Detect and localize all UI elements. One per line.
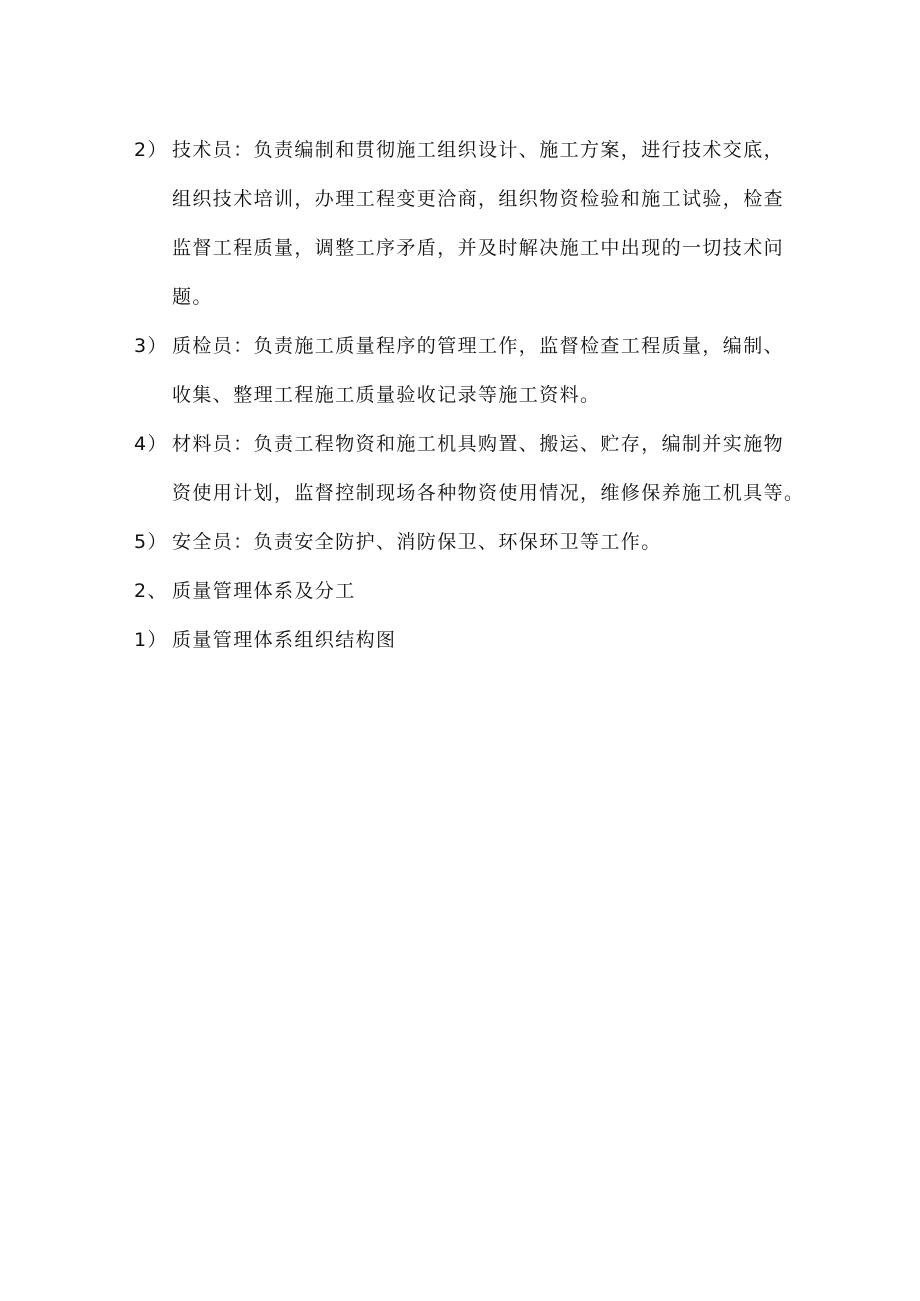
list-item-marker: 2） xyxy=(134,139,168,161)
list-item-marker: 4） xyxy=(134,433,168,455)
text-line: 材料员：负责工程物资和施工机具购置、搬运、贮存，编制并实施物 xyxy=(172,433,785,455)
list-item-material-clerk xyxy=(134,420,804,518)
document-content xyxy=(134,126,804,665)
list-item-text xyxy=(172,518,804,567)
list-item-marker: 5） xyxy=(134,531,168,553)
subheading-text: 质量管理体系组织结构图 xyxy=(172,629,397,651)
list-item-text xyxy=(172,322,804,420)
list-item-quality-inspector xyxy=(134,322,804,420)
text-line: 收集、整理工程施工质量验收记录等施工资料。 xyxy=(172,384,601,406)
section-heading-marker: 2、 xyxy=(134,580,168,602)
text-line: 安全员：负责安全防护、消防保卫、环保环卫等工作。 xyxy=(172,531,662,553)
list-item-technician xyxy=(134,126,804,322)
subheading-marker: 1） xyxy=(134,629,168,651)
subheading xyxy=(134,616,804,665)
list-item-safety-officer xyxy=(134,518,804,567)
list-item-marker: 3） xyxy=(134,335,168,357)
text-line: 监督工程质量，调整工序矛盾，并及时解决施工中出现的一切技术问 xyxy=(172,237,785,259)
text-line: 组织技术培训，办理工程变更洽商，组织物资检验和施工试验，检查 xyxy=(172,188,785,210)
text-line: 质检员：负责施工质量程序的管理工作，监督检查工程质量，编制、 xyxy=(172,335,785,357)
list-item-text xyxy=(172,420,804,518)
text-line: 题。 xyxy=(172,286,213,308)
section-heading xyxy=(134,567,804,616)
text-line: 资使用计划，监督控制现场各种物资使用情况，维修保养施工机具等。 xyxy=(172,482,805,504)
text-line: 技术员：负责编制和贯彻施工组织设计、施工方案，进行技术交底， xyxy=(172,139,785,161)
section-heading-text: 质量管理体系及分工 xyxy=(172,580,356,602)
list-item-text xyxy=(172,126,804,322)
